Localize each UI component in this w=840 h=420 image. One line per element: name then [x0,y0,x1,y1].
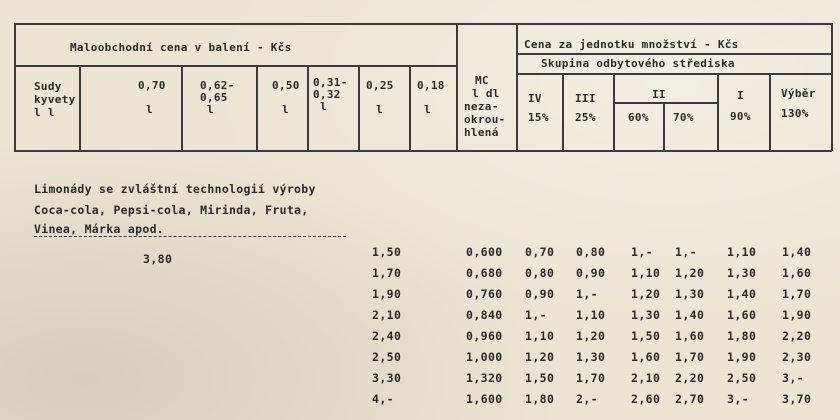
table-cell: 2,30 [782,350,812,364]
table-cell: 0,960 [466,329,503,343]
table-cell: 1,90 [727,350,757,364]
table-cell: 0,90 [525,287,555,301]
table-cell: 3,- [782,371,804,385]
col-050-unit: l [282,103,289,116]
unit-header-divider [516,53,832,55]
col-divider-6 [409,65,411,151]
table-cell: 1,- [675,245,697,259]
section-heading-line1: Limonády se zvláštní technologií výroby [34,182,316,196]
unit-price-title: Cena za jednotku množství - Kčs [524,38,739,51]
table-cell: 1,70 [372,266,402,280]
table-cell: 1,10 [525,329,555,343]
table-cell: 1,90 [782,308,812,322]
col-i-percent: 90% [730,110,751,123]
table-cell: 2,70 [675,392,705,406]
table-cell: 1,60 [631,350,661,364]
col-divider-10 [613,73,615,151]
col-vyber-label: Výběr [781,87,816,100]
col-031-unit: l [320,100,327,113]
table-cell: 1,40 [675,308,705,322]
col-sudy-line3: l l [34,106,55,119]
table-cell: 1,70 [782,287,812,301]
col-ii-label: II [652,88,666,101]
table-cell: 0,760 [466,287,503,301]
col-i-label: I [737,89,744,102]
col-divider-12 [717,73,719,151]
section-heading-line2: Coca-cola, Pepsi-cola, Mirinda, Fruta, [34,203,309,217]
table-cell: 1,70 [576,371,606,385]
table-cell: 1,- [631,245,653,259]
col-ii-60-percent: 60% [628,111,649,124]
col-divider-5 [358,65,360,151]
col-divider-1 [79,65,81,151]
table-cell: 1,- [576,287,598,301]
col-mc-line1: MC [475,74,489,87]
sudy-value: 3,80 [143,252,173,266]
col-031-size-line2: 0,32 [313,88,341,101]
col-iv-label: IV [528,92,542,105]
col-018-unit: l [424,103,431,116]
table-cell: 1,30 [675,287,705,301]
table-cell: 3,70 [782,392,812,406]
table-cell: 1,20 [576,329,606,343]
table-cell: 1,40 [782,245,812,259]
col-070-unit: l [146,103,153,116]
table-cell: 0,600 [466,245,503,259]
table-cell: 0,840 [466,308,503,322]
group-ii-divider [613,102,717,104]
table-cell: 0,80 [576,245,606,259]
col-divider-3 [256,65,258,151]
table-cell: 3,- [727,392,749,406]
table-cell: 2,50 [372,350,402,364]
col-031-size-line1: 0,31- [313,76,348,89]
table-cell: 2,10 [372,308,402,322]
table-cell: 1,50 [372,245,402,259]
table-cell: 1,60 [727,308,757,322]
col-iv-percent: 15% [528,111,549,124]
table-cell: 2,50 [727,371,757,385]
table-cell: 1,30 [631,308,661,322]
table-cell: 0,70 [525,245,555,259]
table-cell: 1,- [525,308,547,322]
col-062-unit: l [207,103,214,116]
section-heading-line3: Vinea, Márka apod. [34,222,165,236]
col-062-size-line1: 0,62- [200,79,235,92]
table-cell: 1,80 [525,392,555,406]
table-cell: 1,20 [675,266,705,280]
table-cell: 1,70 [675,350,705,364]
table-cell: 0,80 [525,266,555,280]
section-underline [34,236,346,237]
col-025-size: 0,25 [366,79,394,92]
col-050-size: 0,50 [272,79,300,92]
col-divider-9 [562,73,564,151]
table-cell: 2,60 [631,392,661,406]
col-divider-8 [516,23,518,151]
col-sudy-line1: Sudy [34,80,62,93]
table-cell: 2,20 [782,329,812,343]
table-cell: 4,- [372,392,394,406]
col-018-size: 0,18 [417,79,445,92]
col-ii-70-percent: 70% [673,111,694,124]
col-iii-percent: 25% [575,111,596,124]
table-top-border [14,23,832,25]
col-025-unit: l [376,103,383,116]
table-cell: 2,20 [675,371,705,385]
col-divider-7 [456,23,458,151]
col-mc-line4: okrou- [464,113,506,126]
col-mc-line5: hlená [464,126,499,139]
table-cell: 1,50 [631,329,661,343]
col-062-size-line2: 0,65 [200,91,228,104]
retail-price-title: Maloobchodní cena v balení - Kčs [70,41,292,54]
table-cell: 1,600 [466,392,503,406]
table-cell: 1,50 [525,371,555,385]
col-mc-line3: neza- [464,100,499,113]
table-cell: 1,320 [466,371,503,385]
table-right-border [831,23,833,151]
table-cell: 2,10 [631,371,661,385]
table-cell: 0,680 [466,266,503,280]
col-iii-label: III [575,92,596,105]
col-divider-4 [307,65,309,151]
table-cell: 1,60 [675,329,705,343]
col-divider-11 [663,102,665,151]
table-cell: 1,000 [466,350,503,364]
table-cell: 1,60 [782,266,812,280]
table-cell: 0,90 [576,266,606,280]
table-left-border [14,23,16,151]
table-cell: 1,80 [727,329,757,343]
table-cell: 1,10 [631,266,661,280]
table-header-bottom [14,150,832,152]
table-cell: 1,10 [727,245,757,259]
group-title: Skupina odbytového střediska [541,57,735,70]
table-cell: 1,20 [631,287,661,301]
col-divider-13 [769,73,771,151]
table-cell: 1,90 [372,287,402,301]
col-vyber-percent: 130% [781,107,809,120]
col-mc-line2: l dl [472,87,500,100]
table-cell: 1,40 [727,287,757,301]
table-cell: 3,30 [372,371,402,385]
table-cell: 2,- [576,392,598,406]
table-cell: 1,30 [727,266,757,280]
table-cell: 1,10 [576,308,606,322]
table-cell: 2,40 [372,329,402,343]
table-cell: 1,30 [576,350,606,364]
table-cell: 1,20 [525,350,555,364]
col-divider-2 [181,65,183,151]
col-070-size: 0,70 [138,79,166,92]
col-sudy-line2: kyvety [34,93,76,106]
